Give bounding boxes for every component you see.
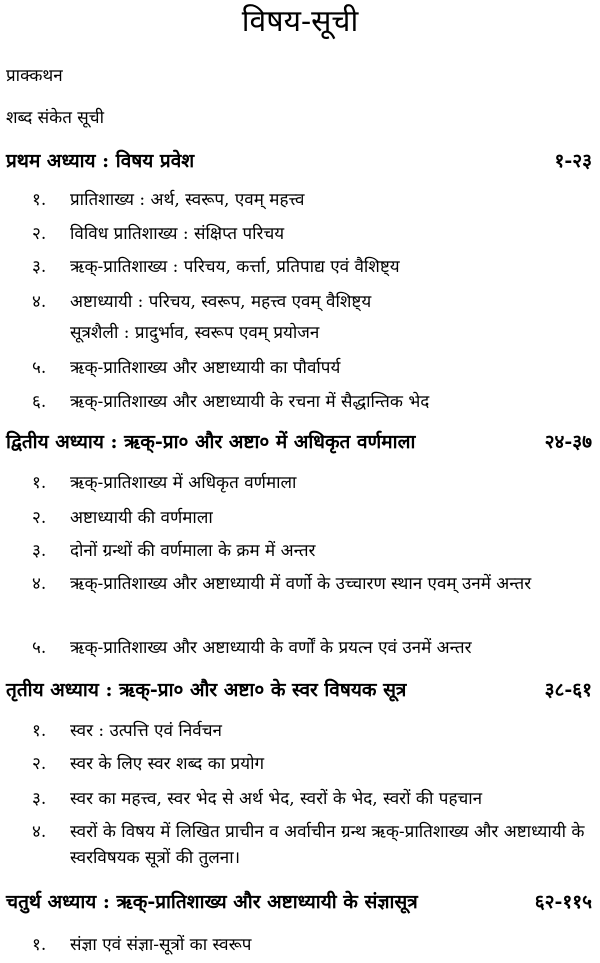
item-number: २. [32,508,47,528]
list-item [32,505,592,531]
item-text: ऋक्-प्रातिशाख्य और अष्टाध्यायी का पौर्वापर्य [70,358,341,378]
chapter-heading-1 [6,148,592,174]
item-number: १. [32,473,47,493]
item-text: विविध प्रातिशाख्य : संक्षिप्त परिचय [70,224,285,244]
item-number: ३. [32,541,47,561]
chapter-title: प्रथम अध्याय : विषय प्रवेश [6,150,195,172]
list-item [32,187,592,213]
list-item [32,538,592,564]
list-item [32,289,592,315]
chapter-pages: ३८-६१ [544,679,592,701]
list-item [32,389,592,415]
list-item [32,751,592,777]
item-text: स्वरों के विषय में लिखित प्राचीन व अर्वाचीन ग्रन्थ ऋक्-प्रातिशाख्य और अष्टाध्यायी के स्वरविषयक सूत्रों की तुलना। [70,822,585,868]
chapter-title: द्वितीय अध्याय : ऋक्-प्रा० और अष्टा० में अधिकृत वर्णमाला [6,431,416,453]
item-number: ६. [32,392,47,412]
item-number: १. [32,721,47,741]
list-item [32,819,592,871]
chapter-pages: २४-३७ [544,431,592,453]
item-number: ५. [32,638,47,658]
item-number: १. [32,935,47,955]
item-number: ४. [32,822,47,842]
item-text: ऋक्-प्रातिशाख्य में अधिकृत वर्णमाला [70,473,297,493]
chapter-title: तृतीय अध्याय : ऋक्-प्रा० और अष्टा० के स्वर विषयक सूत्र [6,679,407,701]
list-item [32,254,592,280]
chapter-pages: ६२-११५ [534,891,592,913]
chapter-heading-3 [6,677,592,703]
chapter-heading-4 [6,889,592,915]
front-matter-abbreviations: शब्द संकेत सूची [6,108,104,128]
chapter-heading-2 [6,429,592,455]
list-item [32,932,592,958]
item-text: प्रातिशाख्य : अर्थ, स्वरूप, एवम् महत्त्व [70,190,305,210]
chapter-pages: १-२३ [554,150,592,172]
item-number: ५. [32,358,47,378]
list-item [32,221,592,247]
item-number [32,320,70,346]
list-item [32,571,592,597]
item-number: ४. [32,292,47,312]
chapter-title: चतुर्थ अध्याय : ऋक्-प्रातिशाख्य और अष्टाध्यायी के संज्ञासूत्र [6,891,418,913]
page-title: विषय-सूची [241,4,359,39]
item-text: स्वर का महत्त्व, स्वर भेद से अर्थ भेद, स्वरों के भेद, स्वरों की पहचान [70,789,483,809]
item-text: संज्ञा एवं संज्ञा-सूत्रों का स्वरूप [70,935,252,955]
item-text: सूत्रशैली : प्रादुर्भाव, स्वरूप एवम् प्रयोजन [70,323,320,343]
item-text: ऋक्-प्रातिशाख्य और अष्टाध्यायी के वर्णों के प्रयत्न एवं उनमें अन्तर [70,638,472,658]
item-text: स्वर के लिए स्वर शब्द का प्रयोग [70,754,265,774]
item-number: २. [32,754,47,774]
list-item [32,355,592,381]
list-item [32,470,592,496]
item-text: ऋक्-प्रातिशाख्य : परिचय, कर्त्ता, प्रतिपाद्य एवं वैशिष्ट्य [70,257,400,277]
item-number: १. [32,190,47,210]
list-item [32,718,592,744]
item-number: २. [32,224,47,244]
list-item [32,320,592,346]
front-matter-preface: प्राक्कथन [6,66,63,86]
item-number: ४. [32,574,47,594]
item-text: अष्टाध्यायी : परिचय, स्वरूप, महत्त्व एवम् वैशिष्ट्य [70,292,372,312]
item-text: अष्टाध्यायी की वर्णमाला [70,508,213,528]
list-item [32,786,592,812]
item-text: ऋक्-प्रातिशाख्य और अष्टाध्यायी में वर्णो के उच्चारण स्थान एवम् उनमें अन्तर [70,574,532,594]
item-number: ३. [32,789,47,809]
item-number: ३. [32,257,47,277]
item-text: स्वर : उत्पत्ति एवं निर्वचन [70,721,222,741]
list-item [32,635,592,661]
item-text: ऋक्-प्रातिशाख्य और अष्टाध्यायी के रचना में सैद्धान्तिक भेद [70,392,430,412]
item-text: दोनों ग्रन्थों की वर्णमाला के क्रम में अन्तर [70,541,316,561]
